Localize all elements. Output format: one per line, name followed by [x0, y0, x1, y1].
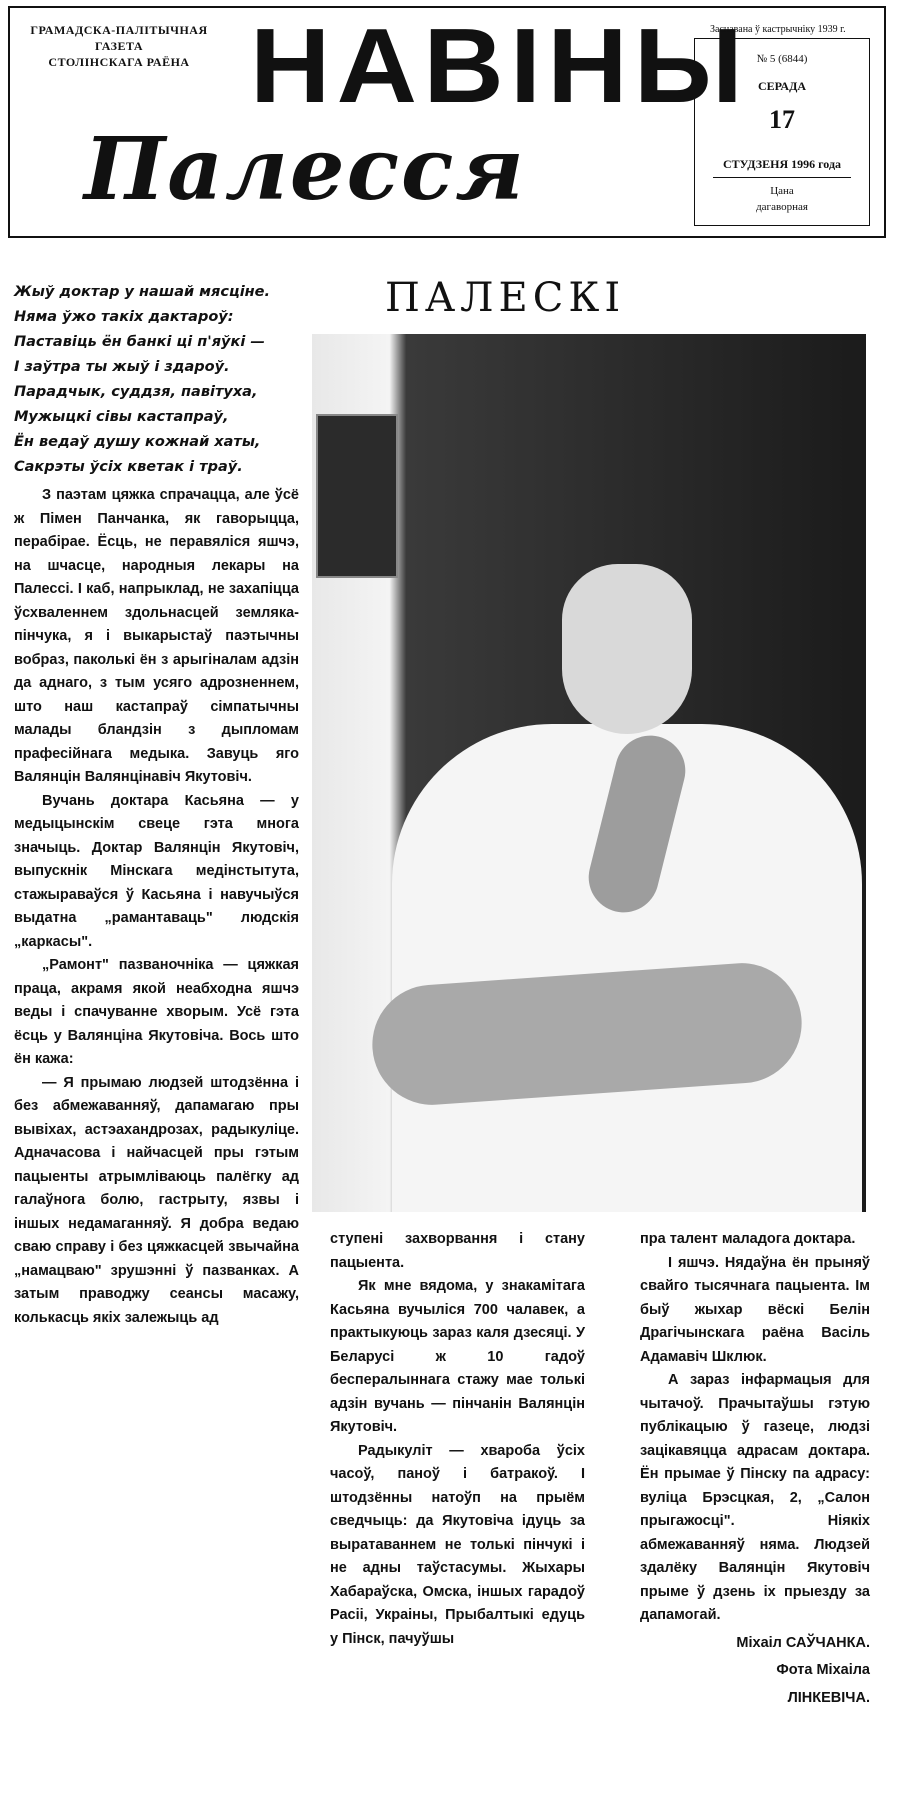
newspaper-title-bottom: Палесся	[84, 119, 526, 220]
photo-credit: ЛІНКЕВІЧА.	[787, 1689, 870, 1706]
paragraph: Вучань доктара Касьяна — у медыцынскім свеце гэта многа значыць. Доктар Валянцін Якутовіч, выпускнік Мінскага медінстытута, стажыраваўся ў Касьяна і навучыўся выдатна „рамантаваць" людскія „каркасы".	[14, 792, 299, 950]
poem-line: Ён ведаў душу кожнай хаты,	[14, 434, 261, 450]
paragraph: пра талент маладога доктара.	[640, 1231, 856, 1247]
poem-line: Паставіць ён банкі ці п'яўкі —	[14, 334, 265, 350]
article-photo	[312, 334, 866, 1212]
paragraph: — Я прымаю людзей штодзённа і без абмежаванняў, дапамагаю пры вывіхах, астэахандрозах, радыкуліце. Адначасова і найчасцей пры гэтым пацыенты атрымліваюць палёгку ад галаўнога болю, гастрыту, язвы і іншых недамаганняў. Я добра ведаю сваю справу і без цяжкасцей звычайна „намацваю" зрушэнні ў пазванках. А затым праводжу сеансы масажу, колькасць якіх залежыць ад	[14, 1074, 299, 1326]
org-line: СТОЛІНСКАГА РАЁНА	[48, 55, 190, 69]
photo-face	[562, 564, 692, 734]
publisher-info	[24, 22, 214, 70]
price-value: дагаворная	[756, 201, 808, 213]
paragraph: І яшчэ. Нядаўна ён прыняў свайго тысячнага пацыента. Ім быў жыхар вёскі Белін Драгічынскага раёна Васіль Адамавіч Шклюк.	[640, 1254, 870, 1365]
poem-line: Мужыцкі сівы кастапраў,	[14, 409, 229, 425]
paragraph: Радыкуліт — хвароба ўсіх часоў, паноў і батракоў. І штодзённы натоўп на прыём сведчыць: да Якутовіча ідуць за выратаваннем не толькі пінчукі і не адны таўстасумы. Жыхары Хабараўска, Омска, іншых гарадоў Расіі, Украіны, Прыбалтыкі едуць у Пінск, пачуўшы	[330, 1442, 585, 1647]
divider	[713, 177, 851, 178]
poem-line: Жыў доктар у нашай мясціне.	[14, 284, 271, 300]
poem-line: Няма ўжо такіх дактароў:	[14, 309, 234, 325]
photo-wall-picture	[316, 414, 398, 578]
price-label: Цана	[770, 185, 794, 197]
photo-credit: Фота Міхаіла	[776, 1662, 870, 1678]
paragraph: Як мне вядома, у знакамітага Касьяна вучыліся 700 чалавек, а практыкуюць зараз каля дзесяці. У Беларусі ж 10 гадоў беспералыннага стажу мае толькі адзін вучань — пінчанін Валянцін Якутовіч.	[330, 1278, 585, 1435]
paragraph: ступені захворвання і стану пацыента.	[330, 1231, 585, 1271]
issue-day: 17	[769, 105, 795, 134]
masthead	[8, 6, 886, 238]
paragraph: А зараз інфармацыя для чытачоў. Прачытаўшы гэтую публікацыю ў газеце, людзі зацікавяцца адрасам доктара. Ён прымае ў Пінску па адрасу: вуліца Брэсцкая, 2, „Салон прыгажосці". Ніякіх абмежаванняў няма. Людзей здалёку Валянцін Якутовіч прыме ў дзень іх прыезду за дапамогай.	[640, 1372, 870, 1623]
issue-weekday: СЕРАДА	[757, 79, 807, 93]
article-column-1	[14, 484, 299, 1330]
author-signature: Міхаіл САЎЧАНКА.	[736, 1634, 870, 1651]
org-line: ГРАМАДСКА-ПАЛІТЫЧНАЯ	[30, 23, 208, 37]
epigraph-poem	[14, 280, 314, 480]
issue-month-year: СТУДЗЕНЯ 1996 года	[722, 157, 842, 171]
poem-line: Парадчык, суддзя, павітуха,	[14, 384, 258, 400]
poem-line: Сакрэты ўсіх кветак і траў.	[14, 459, 243, 475]
issue-number: № 5 (6844)	[756, 53, 808, 65]
paragraph: „Рамонт" пазваночніка — цяжкая праца, акрамя якой неабходна яшчэ веды і спачуванне хворым. Усё гэта ёсць у Валянціна Якутовіча. Вось што ён кажа:	[14, 957, 299, 1067]
issue-box	[694, 38, 870, 226]
newspaper-title-top: НАВІНЫ	[250, 7, 750, 125]
established-note: Заснавана ў кастрычніку 1939 г.	[710, 24, 846, 35]
paragraph: З паэтам цяжка спрачацца, але ўсё ж Пімен Панчанка, як гаворыцца, перабірае. Ёсць, не перавяліся яшчэ, на шчасце, народныя лекары на Палессі. І каб, напрыклад, не захапіцца ўсхваленнем здольнасцей земляка-пінчука, я і выкарыстаў паэтычны вобраз, паколькі ён з арыгіналам адзін да аднаго, з тым усяго адрозненнем, што наш кастапраў сімпатычны малады бландзін з дыпломам прафесійнага медыка. Завуць яго Валянцін Валянцінавіч Якутовіч.	[14, 487, 299, 785]
poem-line: І заўтра ты жыў і здароў.	[14, 359, 230, 375]
article-column-2	[330, 1228, 585, 1651]
article-column-3	[640, 1228, 870, 1710]
org-line: ГАЗЕТА	[94, 39, 144, 53]
article-headline: ПАЛЕСКІ	[385, 275, 626, 321]
